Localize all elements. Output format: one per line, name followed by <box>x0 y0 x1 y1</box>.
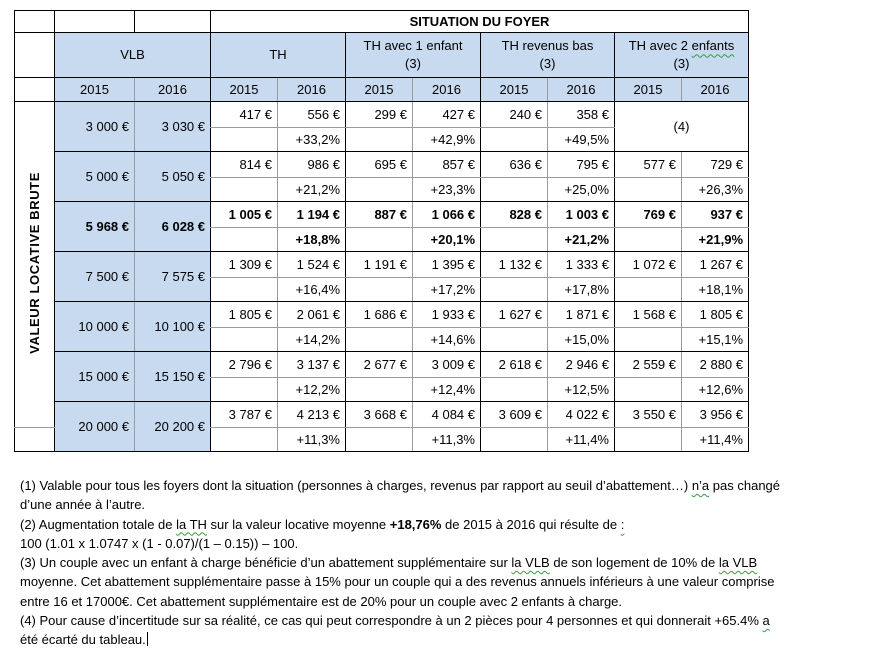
value-2015-cell[interactable]: 828 € <box>481 202 548 228</box>
pct-change-cell[interactable]: +12,5% <box>548 378 615 402</box>
empty-cell[interactable] <box>15 78 55 102</box>
pct-change-cell[interactable]: +21,2% <box>278 178 346 202</box>
empty-cell[interactable] <box>481 428 548 452</box>
value-2016-cell[interactable]: 1 003 € <box>548 202 615 228</box>
value-2016-cell[interactable]: 1 395 € <box>413 252 481 278</box>
empty-cell[interactable] <box>615 378 682 402</box>
excluded-case-cell[interactable]: (4) <box>615 102 749 152</box>
value-2015-cell[interactable]: 240 € <box>481 102 548 128</box>
footnote-text: +18,76% <box>389 516 442 532</box>
year-header[interactable]: 2016 <box>413 78 481 102</box>
value-2015-cell[interactable]: 1 191 € <box>346 252 413 278</box>
footnote-text: (4) Pour cause d’incertitude sur sa réalité, ce cas qui peut correspondre à un 2 pièces pour 4 personnes et qui donnerait +65.4% <box>20 613 763 629</box>
column-group-header[interactable] <box>615 33 749 78</box>
vlb-2016-cell[interactable]: 15 150 € <box>135 352 211 402</box>
left-axis-cell[interactable] <box>15 102 55 428</box>
empty-cell[interactable] <box>346 328 413 352</box>
value-2016-cell[interactable]: 857 € <box>413 152 481 178</box>
footnote-line[interactable] <box>20 515 780 534</box>
value-2016-cell[interactable]: 3 009 € <box>413 352 481 378</box>
value-2016-cell[interactable]: 937 € <box>682 202 749 228</box>
empty-cell[interactable] <box>481 378 548 402</box>
empty-cell[interactable] <box>481 178 548 202</box>
value-2015-cell[interactable]: 636 € <box>481 152 548 178</box>
pct-change-cell[interactable]: +21,9% <box>682 228 749 252</box>
footnote-text: (3) Un couple avec un enfant à charge bénéficie d’un abattement supplémentaire sur <box>20 555 512 571</box>
year-header[interactable]: 2016 <box>278 78 346 102</box>
vlb-2016-cell[interactable]: 7 575 € <box>135 252 211 302</box>
column-group-label-line <box>351 37 475 55</box>
empty-cell[interactable] <box>346 378 413 402</box>
footnote-text: été écarté du tableau. <box>20 632 146 648</box>
pct-change-cell[interactable]: +16,4% <box>278 278 346 302</box>
value-2015-cell[interactable]: 2 796 € <box>211 352 278 378</box>
footnote-text: n’a <box>691 478 710 493</box>
footnote-text: 100 (1.01 x 1.0747 x (1 - 0.07)/(1 – 0.15)) – 100. <box>20 535 299 551</box>
year-header[interactable]: 2015 <box>481 78 548 102</box>
empty-cell[interactable] <box>211 228 278 252</box>
column-group-label-line <box>486 37 609 55</box>
pct-change-cell[interactable]: +33,2% <box>278 128 346 152</box>
value-2016-cell[interactable]: 1 524 € <box>278 252 346 278</box>
left-axis-label: VALEUR LOCATIVE BRUTE <box>27 172 42 354</box>
footnote-text: (1) Valable pour tous les foyers dont la situation (personnes à charges, revenus par rapport au seuil d’abattement…) <box>20 478 692 493</box>
value-2016-cell[interactable]: 556 € <box>278 102 346 128</box>
value-2016-cell[interactable]: 4 213 € <box>278 402 346 428</box>
column-group-label: TH <box>269 47 287 63</box>
empty-cell[interactable] <box>346 428 413 452</box>
empty-cell[interactable] <box>211 128 278 152</box>
pct-change-cell[interactable]: +26,3% <box>682 178 749 202</box>
column-group-label-line <box>620 37 743 55</box>
empty-cell[interactable] <box>481 228 548 252</box>
value-2016-cell[interactable]: 795 € <box>548 152 615 178</box>
pct-change-cell[interactable]: +25,0% <box>548 178 615 202</box>
pct-change-cell[interactable]: +18,1% <box>682 278 749 302</box>
value-2015-cell[interactable]: 1 568 € <box>615 302 682 328</box>
year-header[interactable]: 2015 <box>615 78 682 102</box>
year-header[interactable]: 2015 <box>211 78 278 102</box>
vlb-2016-cell[interactable]: 20 200 € <box>135 402 211 452</box>
column-group-subnote: (3) <box>673 56 690 71</box>
value-2015-cell[interactable]: 1 309 € <box>211 252 278 278</box>
value-2015-cell[interactable]: 2 677 € <box>346 352 413 378</box>
empty-cell[interactable] <box>15 33 55 78</box>
footnote-line[interactable] <box>20 553 780 572</box>
value-2016-cell[interactable]: 1 333 € <box>548 252 615 278</box>
column-group-label-line <box>60 46 205 64</box>
pct-change-cell[interactable]: +14,2% <box>278 328 346 352</box>
pct-change-cell[interactable]: +11,4% <box>548 428 615 452</box>
value-2016-cell[interactable]: 1 871 € <box>548 302 615 328</box>
pct-change-cell[interactable]: +11,4% <box>682 428 749 452</box>
value-2015-cell[interactable]: 1 627 € <box>481 302 548 328</box>
pct-change-cell[interactable]: +21,2% <box>548 228 615 252</box>
footnote-text: de 2015 à 2016 qui résulte de <box>441 516 621 532</box>
column-group-header[interactable] <box>211 33 346 78</box>
empty-cell[interactable] <box>615 428 682 452</box>
empty-cell[interactable] <box>481 278 548 302</box>
year-header[interactable]: 2016 <box>135 78 211 102</box>
column-group-label-line <box>216 46 340 64</box>
value-2016-cell[interactable]: 1 194 € <box>278 202 346 228</box>
vlb-2016-cell[interactable]: 5 050 € <box>135 152 211 202</box>
footnote-text: a <box>762 613 770 629</box>
pct-change-cell[interactable]: +42,9% <box>413 128 481 152</box>
footnote-line[interactable] <box>20 630 780 649</box>
vlb-2015-cell[interactable]: 7 500 € <box>55 252 135 302</box>
value-2016-cell[interactable]: 4 022 € <box>548 402 615 428</box>
value-2016-cell[interactable]: 729 € <box>682 152 749 178</box>
value-2015-cell[interactable]: 3 550 € <box>615 402 682 428</box>
footnote-text: sur la valeur locative moyenne <box>206 516 390 532</box>
vlb-2016-cell[interactable]: 3 030 € <box>135 102 211 152</box>
pct-change-cell[interactable]: +49,5% <box>548 128 615 152</box>
value-2016-cell[interactable]: 2 946 € <box>548 352 615 378</box>
empty-cell[interactable] <box>346 128 413 152</box>
column-group-header[interactable] <box>481 33 615 78</box>
year-header[interactable]: 2016 <box>548 78 615 102</box>
pct-change-cell[interactable]: +11,3% <box>413 428 481 452</box>
footnote-line[interactable] <box>20 476 780 495</box>
value-2016-cell[interactable]: 427 € <box>413 102 481 128</box>
value-2016-cell[interactable]: 4 084 € <box>413 402 481 428</box>
empty-cell[interactable] <box>135 11 211 33</box>
column-group-label: TH avec 1 enfant <box>363 38 463 54</box>
table-title[interactable]: SITUATION DU FOYER <box>211 11 749 33</box>
value-2015-cell[interactable]: 1 072 € <box>615 252 682 278</box>
vlb-2015-cell[interactable]: 20 000 € <box>55 402 135 452</box>
pct-change-cell[interactable]: +17,2% <box>413 278 481 302</box>
vlb-2015-cell[interactable]: 15 000 € <box>55 352 135 402</box>
footnote-text: de son logement de 10% de <box>549 555 719 571</box>
value-2015-cell[interactable]: 577 € <box>615 152 682 178</box>
footnote-text: la VLB <box>511 555 550 571</box>
column-group-subnote: (3) <box>539 56 556 71</box>
value-2015-cell[interactable]: 3 668 € <box>346 402 413 428</box>
footnote-text: moyenne. Cet abattement supplémentaire passe à 15% pour un couple qui a des revenus annuels inférieurs à une valeur comprise <box>20 574 775 590</box>
footnote-text: entre 16 et 17000€. Cet abattement supplémentaire est de 20% pour un couple avec 2 enfants à charge. <box>20 593 623 609</box>
footnote-line[interactable] <box>20 495 780 514</box>
empty-cell[interactable] <box>615 278 682 302</box>
value-2016-cell[interactable]: 1 267 € <box>682 252 749 278</box>
pct-change-cell[interactable]: +15,1% <box>682 328 749 352</box>
vlb-2015-cell[interactable]: 3 000 € <box>55 102 135 152</box>
column-group-label: enfants <box>691 38 735 54</box>
value-2015-cell[interactable]: 1 805 € <box>211 302 278 328</box>
column-group-label: TH avec 2 <box>628 38 692 54</box>
vlb-2015-cell[interactable]: 5 968 € <box>55 202 135 252</box>
value-2016-cell[interactable]: 3 137 € <box>278 352 346 378</box>
value-2015-cell[interactable]: 887 € <box>346 202 413 228</box>
value-2015-cell[interactable]: 814 € <box>211 152 278 178</box>
footnote-text: la TH <box>176 516 207 532</box>
situation-table <box>14 10 749 452</box>
vlb-2015-cell[interactable]: 10 000 € <box>55 302 135 352</box>
empty-cell[interactable] <box>211 278 278 302</box>
empty-cell[interactable] <box>481 328 548 352</box>
column-group-header[interactable] <box>55 33 211 78</box>
empty-cell[interactable] <box>211 328 278 352</box>
text-cursor <box>147 632 148 646</box>
empty-cell[interactable] <box>55 11 135 33</box>
value-2015-cell[interactable]: 1 686 € <box>346 302 413 328</box>
value-2016-cell[interactable]: 2 880 € <box>682 352 749 378</box>
empty-cell[interactable] <box>211 428 278 452</box>
pct-change-cell[interactable]: +12,4% <box>413 378 481 402</box>
pct-change-cell[interactable]: +17,8% <box>548 278 615 302</box>
value-2015-cell[interactable]: 695 € <box>346 152 413 178</box>
value-2015-cell[interactable]: 417 € <box>211 102 278 128</box>
column-group-subnote: (3) <box>405 56 421 71</box>
pct-change-cell[interactable]: +12,2% <box>278 378 346 402</box>
pct-change-cell[interactable]: +14,6% <box>413 328 481 352</box>
footnote-text: (2) Augmentation totale de <box>20 516 177 532</box>
empty-cell[interactable] <box>346 228 413 252</box>
footnote-text: la VLB <box>718 555 758 571</box>
value-2016-cell[interactable]: 1 933 € <box>413 302 481 328</box>
value-2015-cell[interactable]: 769 € <box>615 202 682 228</box>
value-2015-cell[interactable]: 2 559 € <box>615 352 682 378</box>
value-2015-cell[interactable]: 1 132 € <box>481 252 548 278</box>
footnotes <box>20 476 780 650</box>
footnote-line[interactable] <box>20 534 780 553</box>
value-2016-cell[interactable]: 358 € <box>548 102 615 128</box>
column-group-header[interactable] <box>346 33 481 78</box>
empty-cell[interactable] <box>615 328 682 352</box>
value-2015-cell[interactable]: 3 609 € <box>481 402 548 428</box>
empty-cell[interactable] <box>481 128 548 152</box>
footnote-line[interactable] <box>20 592 780 611</box>
vlb-2016-cell[interactable]: 10 100 € <box>135 302 211 352</box>
year-header[interactable]: 2016 <box>682 78 749 102</box>
vlb-2015-cell[interactable]: 5 000 € <box>55 152 135 202</box>
value-2016-cell[interactable]: 1 805 € <box>682 302 749 328</box>
pct-change-cell[interactable]: +23,3% <box>413 178 481 202</box>
value-2015-cell[interactable]: 3 787 € <box>211 402 278 428</box>
footnote-text: : <box>620 516 625 532</box>
column-group-label: VLB <box>120 47 145 63</box>
empty-cell[interactable] <box>346 178 413 202</box>
footnote-line[interactable] <box>20 572 780 591</box>
value-2015-cell[interactable]: 2 618 € <box>481 352 548 378</box>
empty-cell[interactable] <box>615 178 682 202</box>
value-2016-cell[interactable]: 2 061 € <box>278 302 346 328</box>
empty-cell[interactable] <box>15 428 55 452</box>
year-header[interactable]: 2015 <box>346 78 413 102</box>
value-2015-cell[interactable]: 299 € <box>346 102 413 128</box>
column-group-label: TH revenus bas <box>501 38 594 54</box>
pct-change-cell[interactable]: +15,0% <box>548 328 615 352</box>
footnote-text: d’une année à l’autre. <box>20 497 146 513</box>
empty-cell[interactable] <box>346 278 413 302</box>
value-2016-cell[interactable]: 3 956 € <box>682 402 749 428</box>
corner-cell[interactable] <box>15 11 55 33</box>
value-2016-cell[interactable]: 1 066 € <box>413 202 481 228</box>
year-header[interactable]: 2015 <box>55 78 135 102</box>
empty-cell[interactable] <box>211 378 278 402</box>
vlb-2016-cell[interactable]: 6 028 € <box>135 202 211 252</box>
value-2015-cell[interactable]: 1 005 € <box>211 202 278 228</box>
pct-change-cell[interactable]: +18,8% <box>278 228 346 252</box>
pct-change-cell[interactable]: +20,1% <box>413 228 481 252</box>
pct-change-cell[interactable]: +12,6% <box>682 378 749 402</box>
pct-change-cell[interactable]: +11,3% <box>278 428 346 452</box>
footnote-line[interactable] <box>20 611 780 630</box>
value-2016-cell[interactable]: 986 € <box>278 152 346 178</box>
empty-cell[interactable] <box>615 228 682 252</box>
empty-cell[interactable] <box>211 178 278 202</box>
footnote-text: pas changé <box>709 478 781 493</box>
